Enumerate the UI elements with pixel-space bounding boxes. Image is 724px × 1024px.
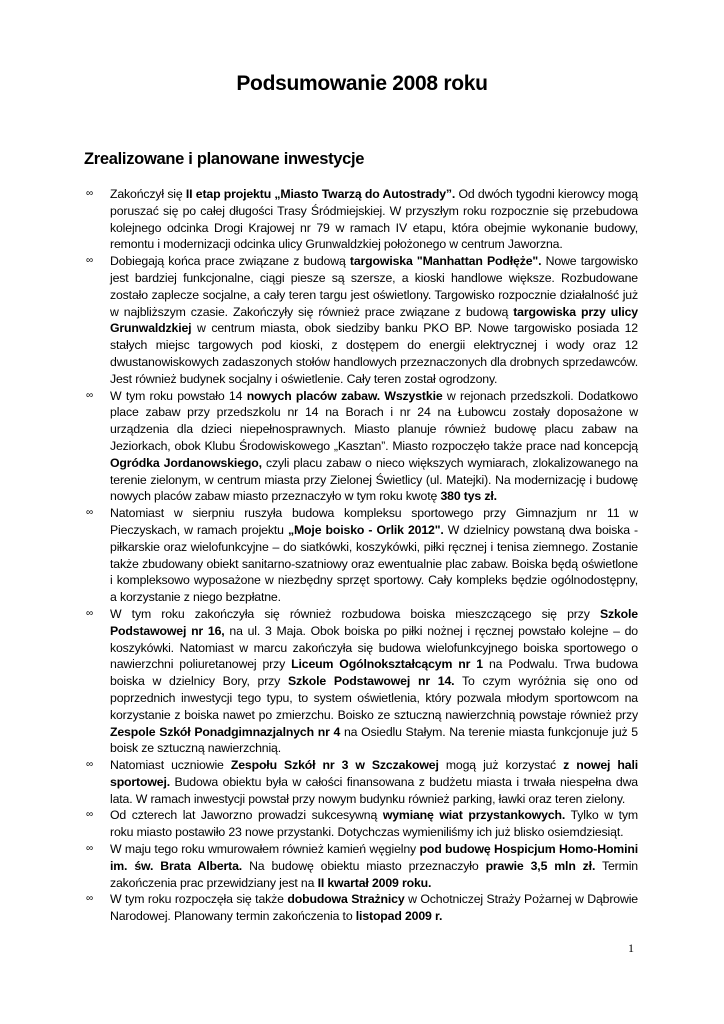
body-text: Termin zakończenia prac przewidziany jest na [110,858,638,890]
bold-text: „Moje boisko - Orlik 2012". [287,522,444,537]
body-text: w Ochotniczej Straży Pożarnej w Dąbrowie Narodowej. Planowany termin zakończenia to [110,892,638,924]
bold-text: Zespole Szkół Ponadgimnazjalnych nr 4 [110,724,341,739]
body-text: Budowa obiektu była w całości finansowana z budżetu miasta i trwała niespełna dwa lata. W ramach inwestycji powstał przy nowym budynku również parking, ławki oraz teren zielony. [110,774,638,806]
body-text: W dzielnicy powstaną dwa boiska - piłkarskie oraz wielofunkcyjne – do siatkówki, koszykówki, piłki ręcznej i tenisa ziemnego. Zostanie także zbudowany obiekt sanitarno-szatniowy oraz ewentualnie plac zabaw. Boiska będą oświetlone i kompleksowo wyposażone w niezbędny sprzęt sportowy. Cały kompleks będzie ogólnodostępny, a korzystanie z niego bezpłatne. [110,522,638,605]
body-text: To czym wyróżnia się ono od poprzednich inwestycji tego typu, to system oświetlenia, który pozwala młodym sportowcom na korzystanie z boiska nawet po zmierzchu. Boisko ze sztuczną nawierzchnią powstaje również przy [110,674,638,722]
list-item [86,757,638,807]
body-text: Dobiegają końca prace związane z budową [110,254,350,269]
body-text: na ul. 3 Maja. Obok boiska po piłki nożnej i ręcznej powstało kolejne – do koszykówki. Natomiast w marcu zakończyła się budowa wielofunkcyjnego boiska sportowego o nawierzchni poliuretanowej przy [110,623,638,672]
bold-text: 380 tys zł. [440,489,497,504]
bold-text: z nowej hali sportowej. [110,758,638,789]
infinity-bullet-icon: ∞ [86,188,93,199]
bold-text: nowych placów zabaw. Wszystkie [246,388,443,403]
bold-text: listopad 2009 r. [355,909,443,924]
infinity-bullet-icon: ∞ [86,255,93,267]
infinity-bullet-icon: ∞ [86,389,93,401]
bold-text: wymianę wiat przystankowych. [382,808,566,823]
body-text: w rejonach przedszkoli. Dodatkowo place zabaw przy przedszkolu nr 14 na Borach i nr 24 na Łubowcu zostały doposażone w urządzenia dla dzieci niepełnosprawnych. Miasto planuje również budowę placu zabaw na Jeziorkach, obok Klubu Środowiskowego „Kasztan”. Miasto rozpoczęło także prace nad koncepcją [110,388,638,453]
section-heading: Zrealizowane i planowane inwestycje [84,150,365,168]
list-item [86,841,638,891]
infinity-bullet-icon: ∞ [86,507,93,519]
infinity-bullet-icon: ∞ [86,893,93,905]
bold-text: II etap projektu „Miasto Twarzą do Autostrady”. [185,187,456,201]
infinity-bullet-icon: ∞ [86,607,93,619]
body-text: Od czterech lat Jaworzno prowadzi sukcesywną [110,808,383,823]
bold-text: Szkole Podstawowej nr 14. [288,674,455,689]
bold-text: Ogródka Jordanowskiego, [110,455,262,470]
list-item [86,388,638,506]
body-text: Tylko w tym roku miasto postawiło 23 nowe przystanki. Dotychczas wymieniliśmy ich już blisko osiemdziesiąt. [110,808,638,840]
bold-text: II kwartał 2009 roku. [317,875,432,890]
bold-text: targowiska przy ulicy Grunwaldzkiej [110,304,638,336]
bold-text: Liceum Ogólnokształcącym nr 1 [291,657,483,672]
bold-text: dobudowa Strażnicy [287,892,405,907]
list-item [86,606,638,757]
body-text: W tym roku zakończyła się również rozbudowa boiska mieszczącego się przy [110,606,600,621]
body-text: W tym roku rozpoczęła się także [110,892,288,907]
body-text: na Podwalu. Trwa budowa boiska w dzielnicy Bory, przy [110,657,638,689]
investment-list [86,186,638,925]
body-text: Na budowę obiektu miasto przeznaczyło [242,858,486,873]
list-item [86,253,638,387]
list-item [86,891,638,925]
list-item [86,186,638,253]
body-text: Od dwóch tygodni kierowcy mogą poruszać się po całej długości Trasy Śródmiejskiej. W przyszłym roku rozpocznie się przebudowa kolejnego odcinka Drogi Krajowej nr 79 w ramach IV etapu, która obejmie wykonanie budowy, remontu i modernizacji odcinka ulicy Grunwaldzkiej położonego w centrum Jaworzna. [110,187,638,252]
list-item [86,807,638,841]
body-text: W maju tego roku wmurowałem również kamień węgielny [110,842,420,857]
page-title: Podsumowanie 2008 roku [236,72,488,95]
body-text: Natomiast uczniowie [110,758,231,773]
body-text: mogą już korzystać [438,758,564,773]
body-text: W tym roku powstało 14 [110,388,247,403]
body-text: Zakończył się [110,187,186,201]
bold-text: targowiska "Manhattan Podłęże". [349,254,542,269]
infinity-bullet-icon: ∞ [86,843,93,855]
infinity-bullet-icon: ∞ [86,759,93,771]
body-text: Natomiast w sierpniu ruszyła budowa kompleksu sportowego przy Gimnazjum nr 11 w Pieczyskach, w ramach projektu [110,506,638,537]
bold-text: pod budowę Hospicjum Homo-Homini im. św. Brata Alberta. [110,842,638,873]
list-item [86,505,638,606]
bold-text: Zespołu Szkół nr 3 w Szczakowej [230,758,439,773]
bold-text: prawie 3,5 mln zł. [485,858,596,873]
body-text: Nowe targowisko jest bardziej funkcjonalne, ciągi piesze są szersze, a kioski handlowe większe. Rozbudowane zostało zaplecze socjalne, a cały teren targu jest oświetlony. Targowisko rozpocznie działalność już w najbliższym czasie. Zakończyły się również prace związane z budową [110,254,638,319]
body-text: czyli placu zabaw o nieco większych wymiarach, zlokalizowanego na terenie zielonym, w centrum miasta przy Zielonej Świetlicy (ul. Matejki). Na modernizację i budowę nowych placów zabaw miasto przeznaczyło w tym roku kwotę [110,455,638,504]
page-number: 1 [628,941,634,955]
body-text: na Osiedlu Stałym. Na terenie miasta funkcjonuje już 5 boisk ze sztuczną nawierzchnią. [110,724,638,756]
infinity-bullet-icon: ∞ [86,809,93,821]
bold-text: Szkole Podstawowej nr 16, [110,606,638,638]
body-text: w centrum miasta, obok siedziby banku PKO BP. Nowe targowisko posiada 12 stałych miejsc targowych pod kioski, z dostępem do energii elektrycznej i wody oraz 12 dwustanowiskowych zadaszonych stołów handlowych przeznaczonych dla drobnych sprzedawców. Jest również budynek socjalny i oświetlenie. Cały teren został ogrodzony. [110,321,638,386]
